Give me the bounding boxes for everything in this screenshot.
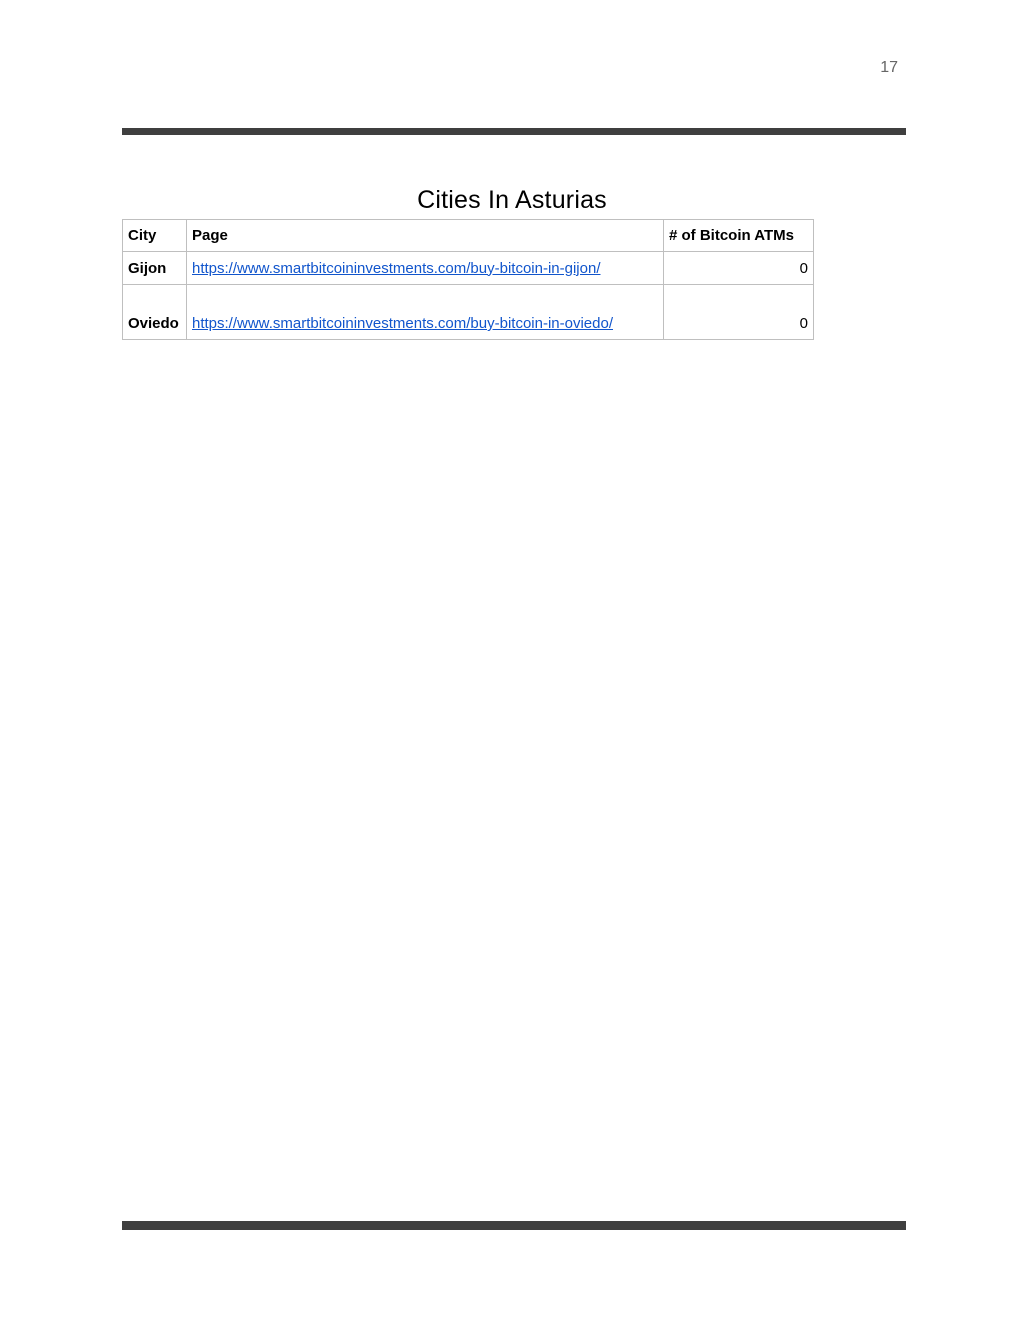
- page-url-link[interactable]: https://www.smartbitcoininvestments.com/buy-bitcoin-in-gijon/: [192, 259, 601, 277]
- column-header-city: City: [123, 220, 187, 252]
- atm-count: 0: [664, 285, 814, 340]
- page-url-cell: [187, 285, 664, 340]
- bottom-rule: [122, 1221, 906, 1230]
- cities-table: [122, 219, 814, 340]
- top-rule: [122, 128, 906, 135]
- table-row: [123, 252, 814, 285]
- column-header-atms: # of Bitcoin ATMs: [664, 220, 814, 252]
- column-header-page: Page: [187, 220, 664, 252]
- page-number: 17: [880, 59, 898, 76]
- page-url-cell: [187, 252, 664, 285]
- city-name: Oviedo: [123, 285, 187, 340]
- table-header-row: [123, 220, 814, 252]
- city-name: Gijon: [123, 252, 187, 285]
- atm-count: 0: [664, 252, 814, 285]
- page-url-link[interactable]: https://www.smartbitcoininvestments.com/buy-bitcoin-in-oviedo/: [192, 315, 613, 332]
- page-title: Cities In Asturias: [417, 185, 607, 214]
- table-row: [123, 285, 814, 340]
